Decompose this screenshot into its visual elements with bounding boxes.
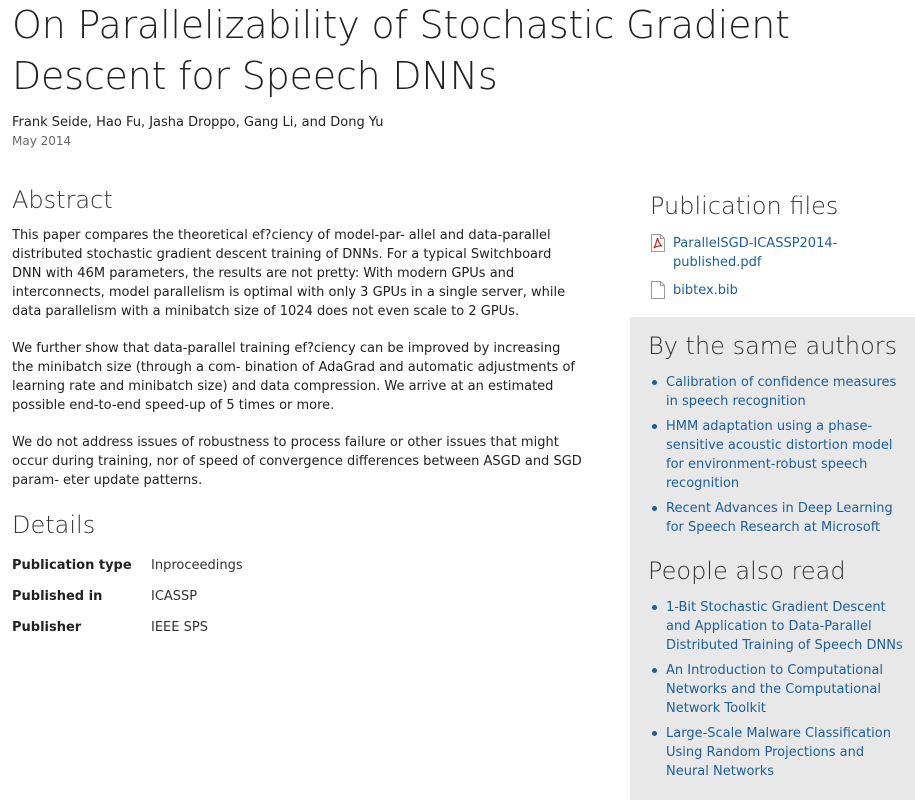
related-paper-link[interactable]: Recent Advances in Deep Learning for Speech Research at Microsoft	[666, 501, 893, 535]
details-key: Published in	[12, 589, 103, 604]
details-value: IEEE SPS	[151, 620, 208, 635]
abstract-paragraph: We further show that data-parallel training ef?ciency can be improved by increasing the minibatch size (through a com- bination of AdaGrad and automatic adjustments of learning rate and minibatch size) and data compression. We arrive at an estimated possible end-to-end speed-up of 5 times or more.	[12, 341, 575, 413]
list-item	[648, 598, 910, 655]
details-table	[12, 556, 243, 649]
bibtex-file-link-label[interactable]: bibtex.bib	[673, 283, 738, 298]
details-key: Publication type	[12, 558, 132, 573]
related-sidebar	[630, 317, 915, 800]
abstract-paragraph: We do not address issues of robustness to process failure or other issues that might occur during training, nor of speed of convergence differences between ASGD and SGD param- eter update patterns.	[12, 435, 582, 488]
abstract-heading: Abstract	[12, 186, 113, 214]
list-item	[648, 499, 910, 537]
related-paper-link[interactable]: An Introduction to Computational Networks and the Computational Network Toolkit	[666, 663, 884, 716]
pdf-file-link-label[interactable]: ParallelSGD-ICASSP2014-published.pdf	[673, 236, 838, 270]
list-item	[648, 724, 910, 781]
author-list: Frank Seide, Hao Fu, Jasha Droppo, Gang Li, and Dong Yu	[12, 115, 384, 130]
details-key: Publisher	[12, 620, 82, 635]
related-paper-link[interactable]: Large-Scale Malware Classification Using Random Projections and Neural Networks	[666, 726, 891, 779]
same-authors-heading: By the same authors	[648, 332, 898, 360]
details-value: Inproceedings	[151, 558, 243, 573]
publication-date: May 2014	[12, 134, 72, 148]
list-item	[648, 417, 910, 493]
publication-files-heading: Publication files	[650, 192, 839, 220]
details-row	[12, 587, 243, 618]
details-row	[12, 618, 243, 649]
paper-title: On Parallelizability of Stochastic Gradient Descent for Speech DNNs	[12, 3, 790, 98]
abstract-paragraph: This paper compares the theoretical ef?ciency of model-par- allel and data-parallel distributed stochastic gradient descent training of DNNs. For a typical Switchboard DNN with 46M parameters, the results are not pretty: With modern GPUs and interconnects, model parallelism is optimal with only 3 GPUs in a single server, while data parallelism with a minibatch size of 1024 does not even scale to 2 GPUs.	[12, 228, 566, 319]
pdf-file-link[interactable]	[650, 234, 890, 272]
list-item	[648, 373, 910, 411]
file-icon	[650, 281, 666, 299]
related-paper-link[interactable]: 1-Bit Stochastic Gradient Descent and Application to Data-Parallel Distributed Training of Speech DNNs	[666, 600, 903, 653]
related-paper-link[interactable]: HMM adaptation using a phase-sensitive acoustic distortion model for environment-robust speech recognition	[666, 419, 893, 491]
pdf-file-icon	[650, 234, 666, 252]
same-authors-list	[648, 373, 910, 543]
details-value: ICASSP	[151, 589, 198, 604]
bibtex-file-link[interactable]	[650, 281, 738, 300]
details-row	[12, 556, 243, 587]
people-also-read-list	[648, 598, 910, 787]
people-also-read-heading: People also read	[648, 557, 846, 585]
related-paper-link[interactable]: Calibration of confidence measures in speech recognition	[666, 375, 897, 409]
details-heading: Details	[12, 511, 96, 539]
list-item	[648, 661, 910, 718]
abstract-body	[12, 226, 584, 508]
